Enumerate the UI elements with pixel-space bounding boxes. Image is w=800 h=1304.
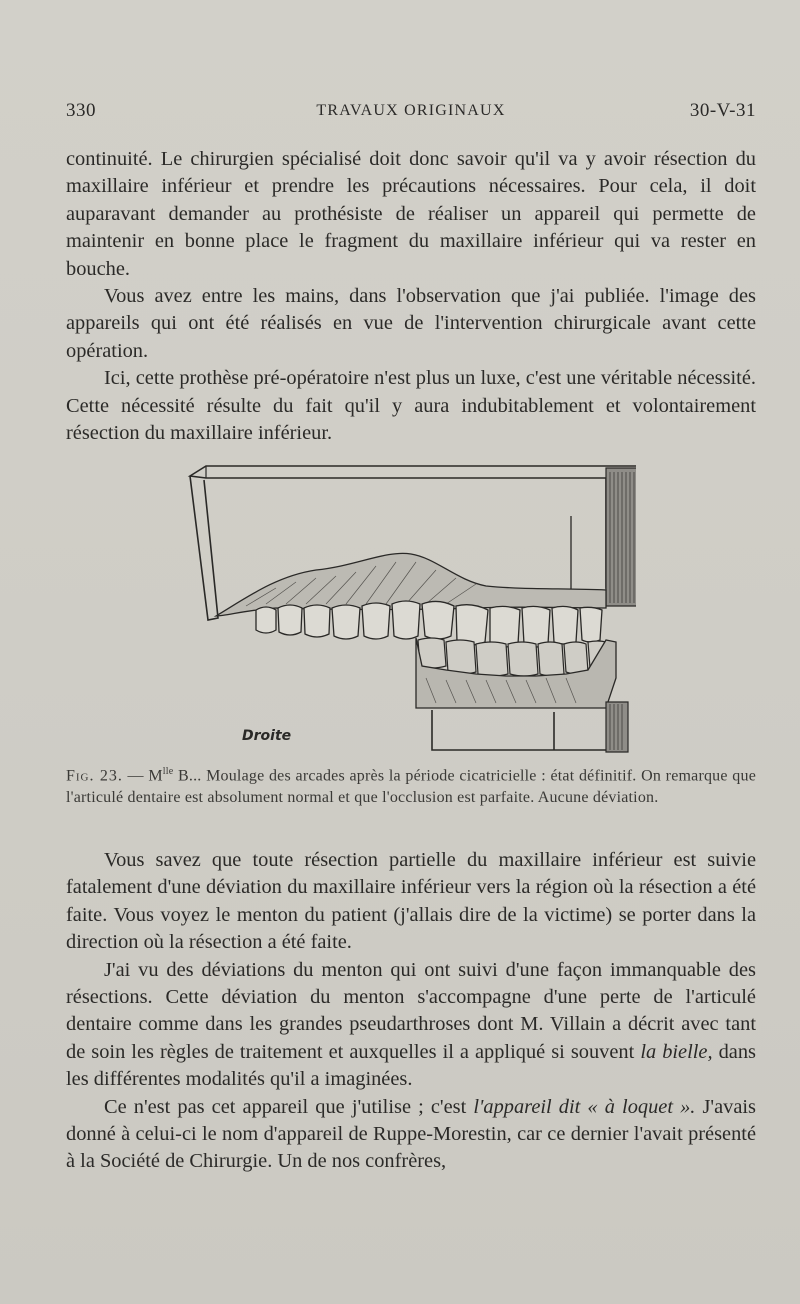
- running-header: [66, 100, 756, 128]
- dental-cast-illustration: [186, 458, 636, 758]
- paragraph: Vous avez entre les mains, dans l'observation que j'ai publiée. l'image des appareils qui ont été réalisés en vue de l'intervention chirurgicale avant cette opération.: [66, 285, 756, 362]
- caption-name-sup: lle: [162, 766, 174, 777]
- paragraph: Ici, cette prothèse pré-opératoire n'est plus un luxe, c'est une véritable nécessité. Cette nécessité résulte du fait qu'il y aura indubitablement et volontairement résection du maxillaire inférieur.: [66, 367, 756, 445]
- paragraph: continuité. Le chirurgien spécialisé doit donc savoir qu'il va y avoir résection du maxillaire inférieur et prendre les précautions nécessaires. Pour cela, il doit auparavant demander au prothésiste de réaliser un appareil qui permette de maintenir en bonne place le fragment du maxillaire inférieur qui va rester en bouche.: [66, 148, 756, 280]
- text-span: J'ai vu des déviations du menton qui ont suivi d'une façon immanquable des résections. Cette déviation du menton s'accompagne d'une perte de l'articulé dentaire comme dans les grandes pseudarthroses dont M. Villain a décrit avec tant de soin les règles de traitement et auxquelles il a appliqué si souvent: [66, 958, 756, 1063]
- italic-span: la bielle,: [640, 1040, 713, 1063]
- paragraph: [66, 957, 756, 1094]
- caption-name: M: [148, 767, 163, 785]
- figure-number: Fig. 23.: [66, 767, 123, 785]
- caption-name-rest: B...: [173, 767, 207, 785]
- dental-cast-figure: [186, 458, 636, 758]
- figure-caption: [66, 761, 756, 808]
- figure-label: Droite: [242, 728, 292, 744]
- text-block-top: [66, 146, 756, 447]
- header-date: 30-V-31: [689, 100, 756, 121]
- text-span: Ce n'est pas cet appareil que j'utilise ; c'est: [104, 1095, 474, 1118]
- page-number: 330: [66, 100, 96, 121]
- paragraph: Vous savez que toute résection partielle du maxillaire inférieur est suivie fatalement d'une déviation du maxillaire inférieur vers la région où la résection a été faite. Vous voyez le menton du patient (j'allais dire de la victime) se porter dans la direction où la résection a été faite.: [66, 849, 756, 954]
- text-span: J'avais donné à celui-ci le nom d'appareil de Ruppe-Morestin, car ce dernier l'avait présenté à la Société de Chirurgie. Un de nos confrères,: [66, 1095, 756, 1173]
- text-span: dans les différentes modalités qu'il a imaginées.: [66, 1040, 756, 1091]
- caption-text: Moulage des arcades après la période cicatricielle : état définitif. On remarque que l'articulé dentaire est absolument normal et que l'occlusion est parfaite. Aucune déviation.: [66, 767, 756, 806]
- running-title: TRAVAUX ORIGINAUX: [316, 102, 506, 119]
- text-block-bottom: [66, 847, 756, 1176]
- paragraph: [66, 1094, 756, 1176]
- caption-dash: —: [122, 767, 149, 785]
- italic-span: l'appareil dit « à loquet ».: [473, 1095, 696, 1118]
